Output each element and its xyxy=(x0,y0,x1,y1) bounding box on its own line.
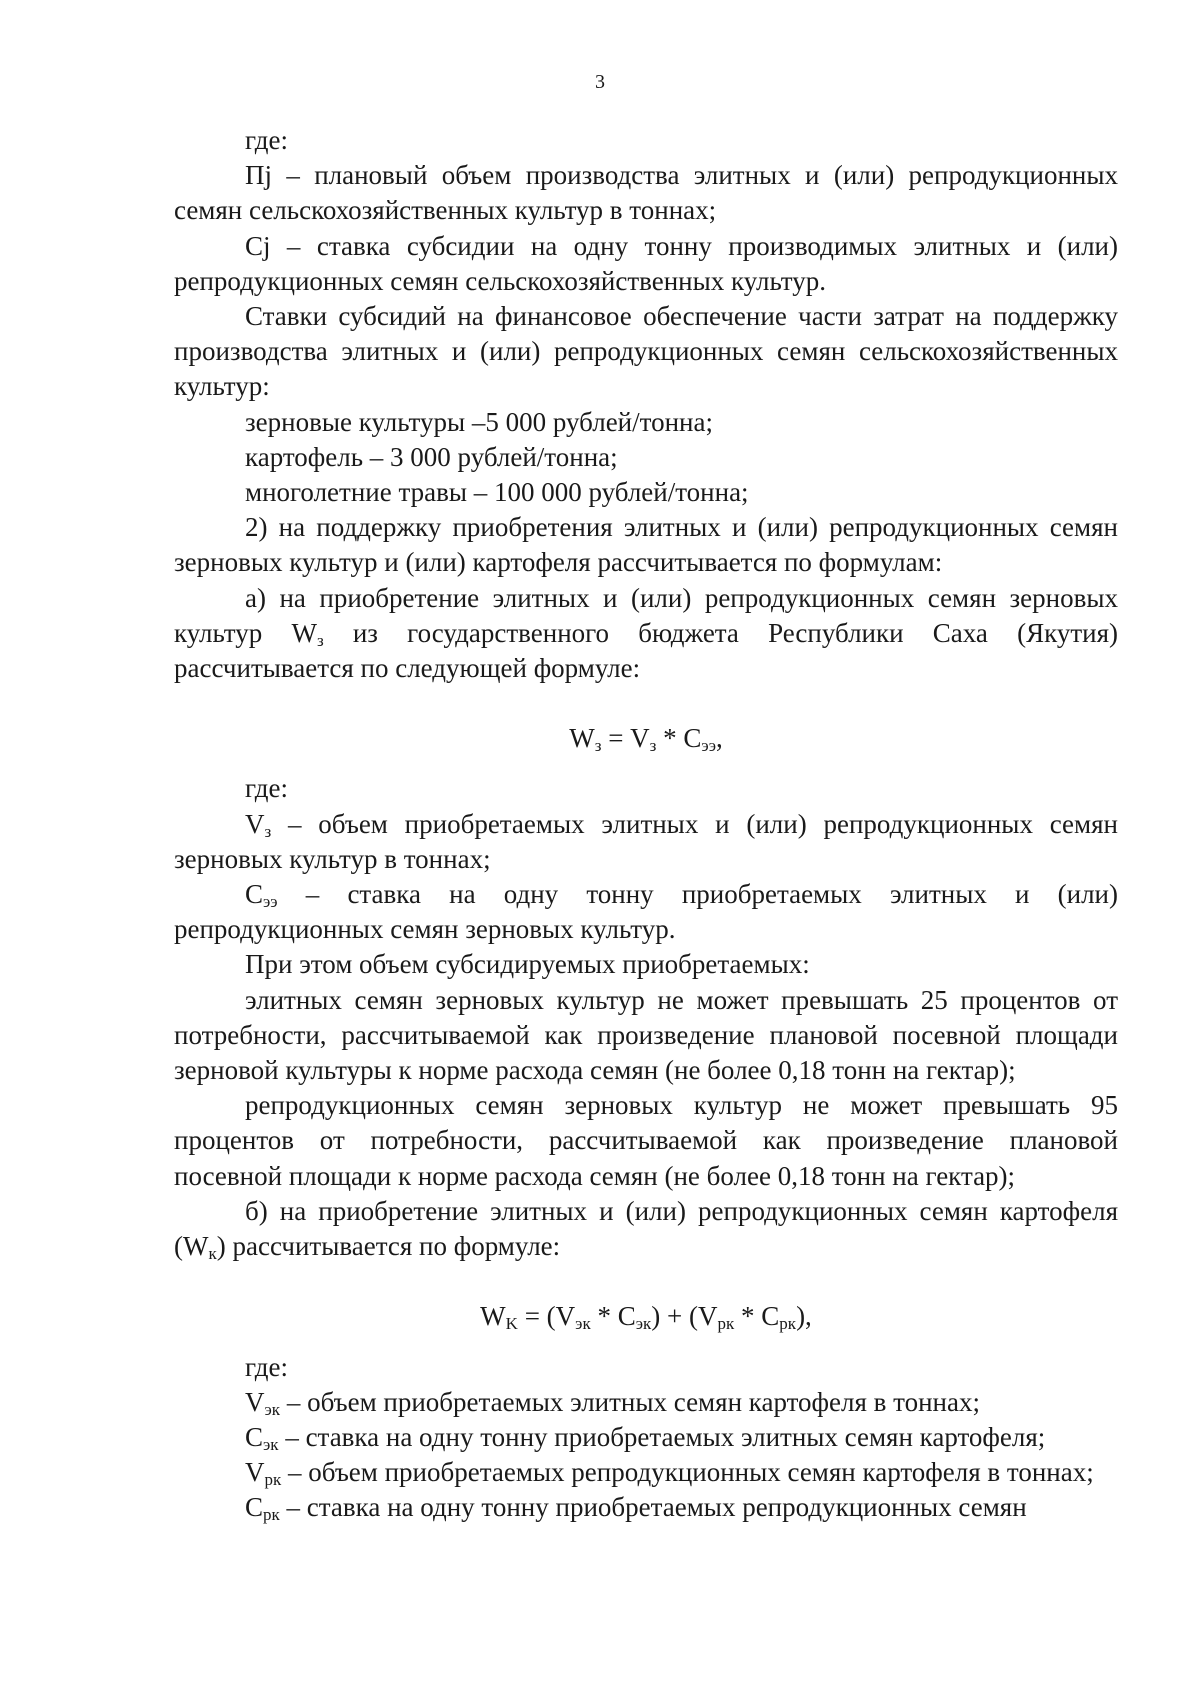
item-b: б) на приобретение элитных и (или) репродукционных семян картофеля $(W_к)$ рассчитывается по формуле: xyxy=(174,1195,1118,1264)
rate-grass: многолетние травы – 100 000 рублей/тонна; xyxy=(245,477,749,508)
symbol: Cj xyxy=(245,230,271,261)
vek-definition: $V_{эк}$ – объем приобретаемых элитных семян картофеля в тоннах; xyxy=(245,1386,980,1419)
rate-grain: зерновые культуры –5 000 рублей/тонна; xyxy=(245,406,713,437)
vrk-definition: $V_{рк}$ – объем приобретаемых репродукционных семян картофеля в тоннах; xyxy=(245,1457,1094,1490)
vz-definition: $V_з$ – объем приобретаемых элитных и (или) репродукционных семян зерновых культур в тоннах; xyxy=(174,808,1118,874)
rate-potato: картофель – 3 000 рублей/тонна; xyxy=(245,441,618,472)
formula-grain: $W_з = V_з * C_{ээ}$, xyxy=(569,723,723,756)
cj-definition: Cj – ставка субсидии на одну тонну производимых элитных и (или) репродукционных семян сельскохозяйственных культур. xyxy=(174,230,1118,296)
repro-limit: репродукционных семян зерновых культур не может превышать 95 процентов от потребности, рассчитываемой как произведение плановой посевной площади к норме расхода семян (не более 0,18 тонн на гектар); xyxy=(174,1090,1118,1191)
page-number: 3 xyxy=(595,71,605,93)
crk-definition: $C_{рк}$ – ставка на одну тонну приобретаемых репродукционных семян xyxy=(245,1492,1027,1525)
document-body xyxy=(174,123,1118,1526)
cek-definition: $C_{эк}$ – ставка на одну тонну приобретаемых элитных семян картофеля; xyxy=(245,1421,1046,1454)
rates-intro: Ставки субсидий на финансовое обеспечение части затрат на поддержку производства элитных и (или) репродукционных семян сельскохозяйственных культур: xyxy=(174,301,1118,402)
formula-potato: $W_K = (V_{эк} * C_{эк}) + (V_{рк} * C_{рк})$, xyxy=(480,1301,812,1334)
symbol: Пj xyxy=(245,160,272,191)
where-label: где: xyxy=(245,1351,288,1382)
volume-intro: При этом объем субсидируемых приобретаемых: xyxy=(245,949,810,980)
cez-definition: $C_{ээ}$ – ставка на одну тонну приобретаемых элитных и (или) репродукционных семян зерновых культур. xyxy=(174,879,1118,945)
item-a: а) на приобретение элитных и (или) репродукционных семян зерновых культур $W_з$ из государственного бюджета Республики Саха (Якутия) рассчитывается по следующей формуле: xyxy=(174,582,1118,684)
where-label: где: xyxy=(245,125,288,155)
elite-limit: элитных семян зерновых культур не может превышать 25 процентов от потребности, рассчитываемой как произведение плановой посевной площади зерновой культуры к норме расхода семян (не более 0,18 тонн на гектар); xyxy=(174,984,1118,1086)
item-2: 2) на поддержку приобретения элитных и (или) репродукционных семян зерновых культур и (или) картофеля рассчитывается по формулам: xyxy=(174,512,1118,578)
pj-definition: Пj – плановый объем производства элитных и (или) репродукционных семян сельскохозяйственных культур в тоннах; xyxy=(174,160,1118,226)
where-label: где: xyxy=(245,773,288,804)
